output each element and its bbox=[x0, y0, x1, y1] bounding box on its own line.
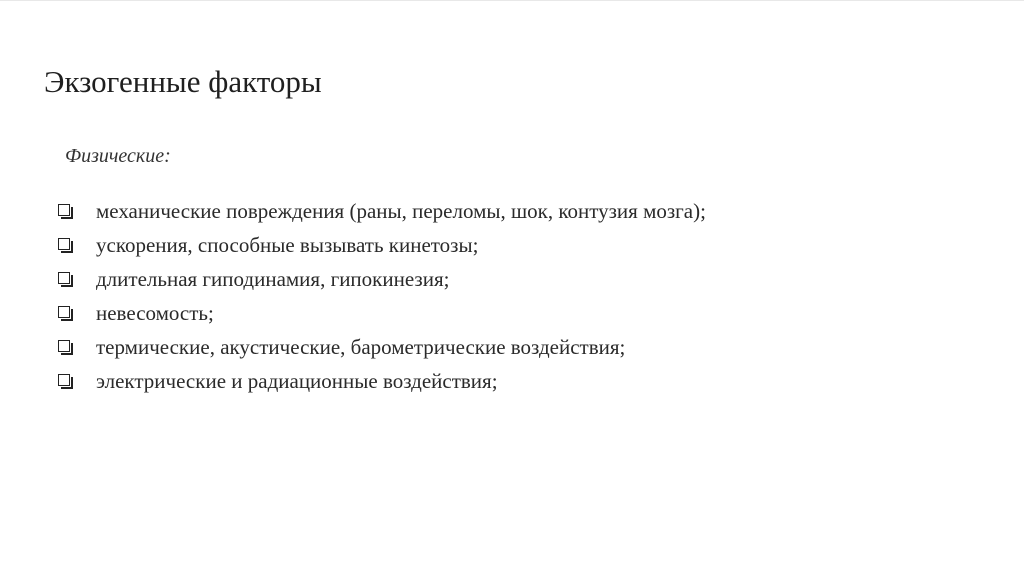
checkbox-bullet-icon bbox=[58, 306, 70, 318]
checkbox-bullet-icon bbox=[58, 204, 70, 216]
section-subtitle: Физические: bbox=[65, 145, 171, 167]
list-item-text: невесомость; bbox=[96, 301, 214, 325]
list-item-text: термические, акустические, барометрические воздействия; bbox=[96, 335, 626, 359]
checkbox-bullet-icon bbox=[58, 238, 70, 250]
top-divider bbox=[0, 0, 1024, 1]
checkbox-bullet-icon bbox=[58, 340, 70, 352]
list-item-text: механические повреждения (раны, переломы, шок, контузия мозга); bbox=[96, 199, 706, 223]
list-item-text: длительная гиподинамия, гипокинезия; bbox=[96, 267, 450, 291]
slide-title: Экзогенные факторы bbox=[44, 64, 322, 99]
checkbox-bullet-icon bbox=[58, 272, 70, 284]
checkbox-bullet-icon bbox=[58, 374, 70, 386]
list-item-text: ускорения, способные вызывать кинетозы; bbox=[96, 233, 479, 257]
list-item-text: электрические и радиационные воздействия; bbox=[96, 369, 498, 393]
